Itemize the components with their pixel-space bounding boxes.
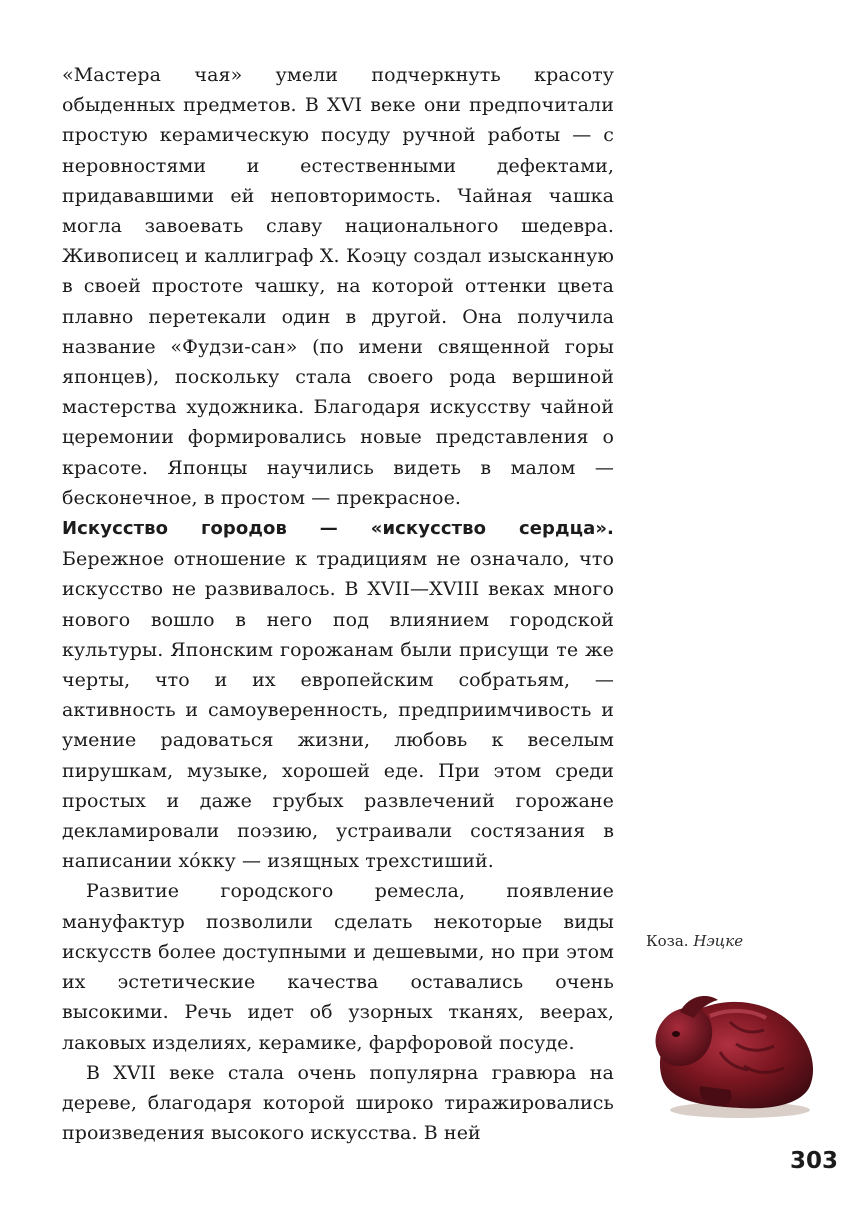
section-heading: Искусство городов — «искусство сердца».: [62, 518, 614, 540]
netsuke-goat-illustration: [640, 982, 826, 1122]
paragraph-text: В XVII веке стала очень популярна гравюра на дереве, благодаря которой широко тиражировались произведения высокого искусства. В ней: [62, 1061, 614, 1145]
paragraph-woodcut: [62, 1058, 614, 1149]
figure-caption: [646, 932, 743, 950]
caption-italic-text: Нэцке: [693, 932, 744, 950]
paragraph-crafts: [62, 876, 614, 1057]
paragraph-text: Бережное отношение к традициям не означало, что искусство не развивалось. В XVII—XVIII веках много нового вошло в него под влиянием городской культуры. Японским горожанам были присущи те же черты, что и их европейским собратьям, — активность и самоуверенность, предприимчивость и умение радоваться жизни, любовь к веселым пирушкам, музыке, хорошей еде. При этом среди простых и даже грубых развлечений горожане декламировали поэзию, устраивали состязания в написании хóкку — изящных трехстиший.: [62, 548, 614, 873]
paragraph-tea-masters: [62, 60, 614, 513]
netsuke-eye: [672, 1031, 680, 1037]
main-text-column: [62, 60, 614, 1148]
paragraph-city-art: [62, 513, 614, 876]
page-number: 303: [790, 1148, 839, 1174]
caption-text: Коза.: [646, 932, 694, 950]
paragraph-text: «Мастера чая» умели подчеркнуть красоту обыденных предметов. В XVI веке они предпочитали простую керамическую посуду ручной работы — с неровностями и естественными дефектами, придававшими ей неповторимость. Чайная чашка могла завоевать славу национального шедевра. Живописец и каллиграф Х. Коэцу создал изысканную в своей простоте чашку, на которой оттенки цвета плавно перетекали один в другой. Она получила название «Фудзи-сан» (по имени священной горы японцев), поскольку стала своего рода вершиной мастерства художника. Благодаря искусству чайной церемонии формировались новые представления о красоте. Японцы научились видеть в малом — бесконечное, в простом — прекрасное.: [62, 64, 614, 509]
paragraph-text: Развитие городского ремесла, появление мануфактур позволили сделать некоторые виды искусств более доступными и дешевыми, но при этом их эстетические качества оставались очень высокими. Речь идет об узорных тканях, веерах, лаковых изделиях, керамике, фарфоровой посуде.: [62, 880, 614, 1054]
netsuke-goat-image: [640, 982, 826, 1122]
